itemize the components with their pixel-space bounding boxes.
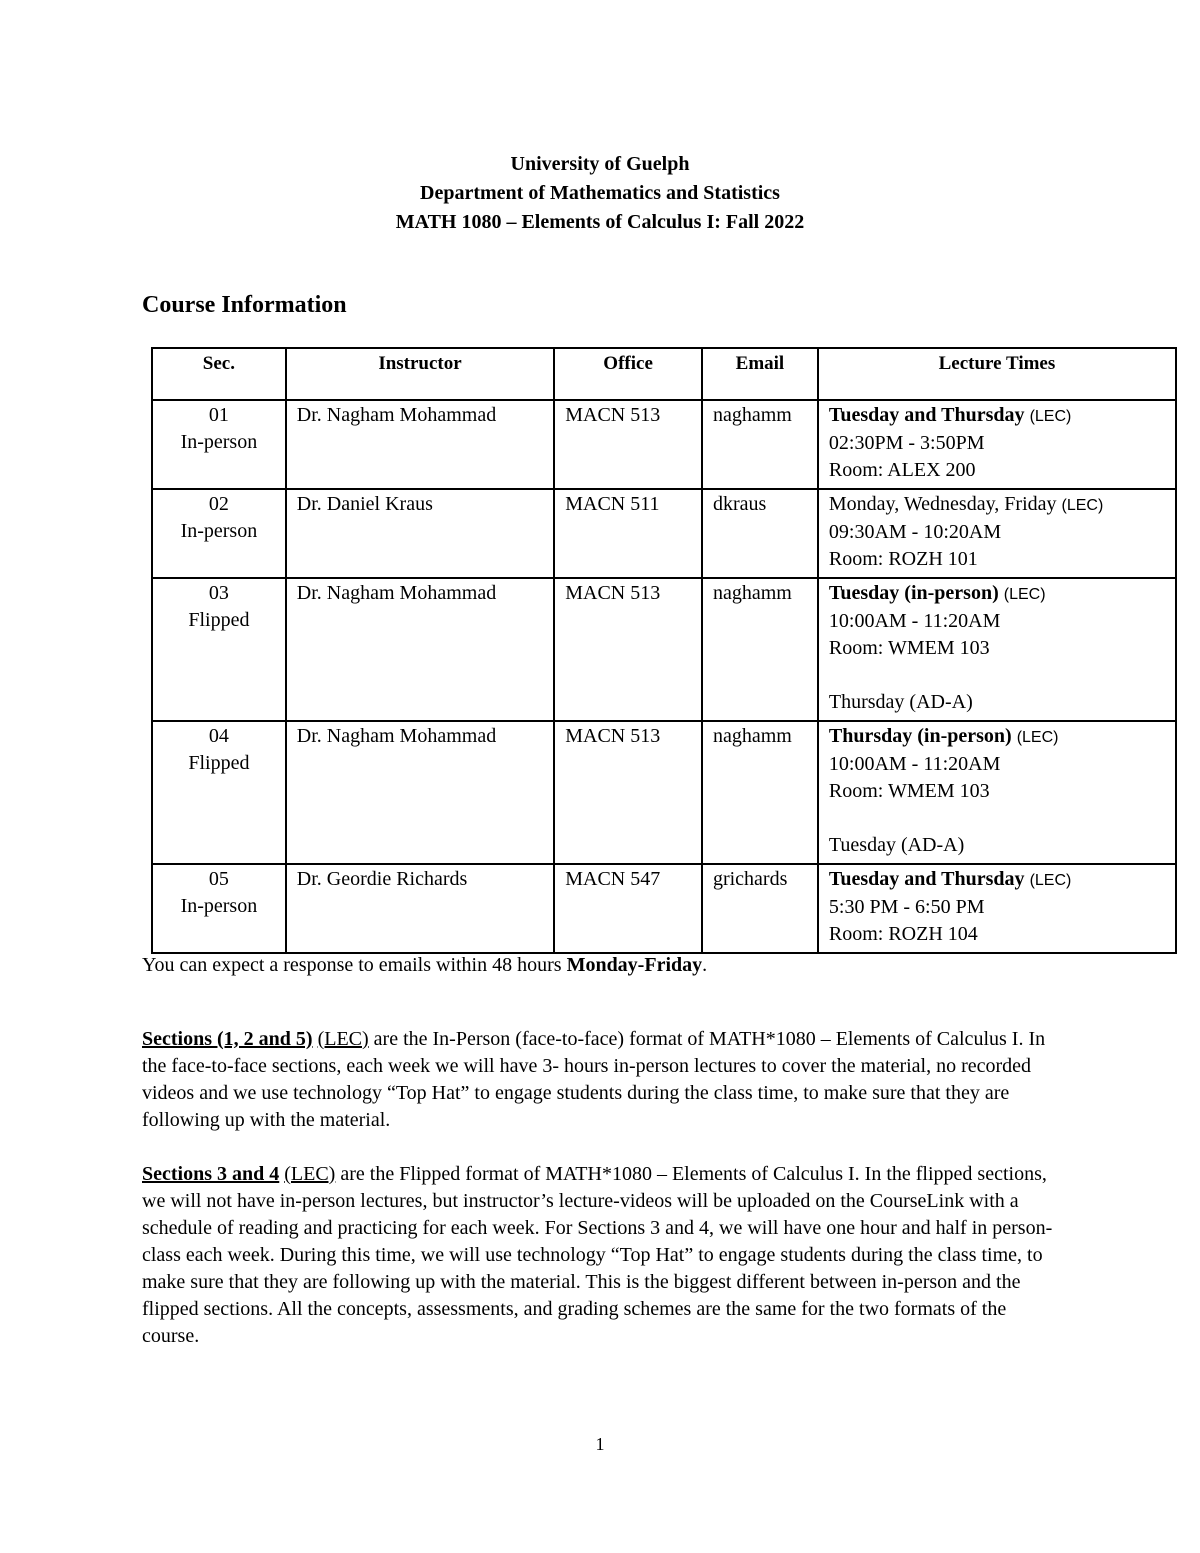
paragraph-lec: (LEC) [317, 1028, 369, 1050]
email-cell: grichards [702, 864, 818, 953]
blank-line [829, 662, 1165, 689]
sec-cell [152, 578, 286, 721]
table-row [152, 578, 1176, 721]
lecture-room: Room: ROZH 101 [828, 548, 978, 570]
lecture-day: Monday, Wednesday, Friday [828, 493, 1057, 515]
course-info-table [151, 347, 1177, 954]
lecture-day: Tuesday and Thursday [828, 404, 1025, 426]
lecture-time: 02:30PM - 3:50PM [828, 432, 985, 454]
instructor-cell: Dr. Daniel Kraus [286, 489, 554, 578]
paragraph-label: Sections (1, 2 and 5) [142, 1028, 313, 1050]
email-response-note [142, 952, 1062, 979]
section-title: Course Information [142, 292, 347, 318]
sec-number: 01 [208, 404, 229, 426]
blank-line [829, 805, 1165, 832]
flipped-paragraph [142, 1161, 1062, 1350]
lecture-room: Room: ALEX 200 [828, 459, 976, 481]
header-office: Office [554, 348, 702, 400]
sec-cell [152, 864, 286, 953]
lecture-extra: Tuesday (AD-A) [828, 834, 965, 856]
paragraph-lec: (LEC) [284, 1163, 336, 1185]
office-cell: MACN 513 [554, 578, 702, 721]
sec-format: In-person [180, 520, 258, 542]
header-lecture-times: Lecture Times [818, 348, 1176, 400]
office-cell: MACN 511 [554, 489, 702, 578]
lecture-room: Room: WMEM 103 [828, 780, 990, 802]
email-cell: naghamm [702, 400, 818, 489]
office-cell: MACN 513 [554, 721, 702, 864]
instructor-cell: Dr. Nagham Mohammad [286, 578, 554, 721]
table-row [152, 489, 1176, 578]
lecture-day: Tuesday (in-person) [828, 582, 999, 604]
lec-tag: (LEC) [1029, 408, 1072, 425]
lec-tag: (LEC) [1003, 586, 1046, 603]
sec-cell [152, 400, 286, 489]
office-cell: MACN 547 [554, 864, 702, 953]
lecture-room: Room: WMEM 103 [828, 637, 990, 659]
sec-cell [152, 489, 286, 578]
email-note-end: . [702, 954, 708, 976]
email-cell: dkraus [702, 489, 818, 578]
lecture-day: Thursday (in-person) [828, 725, 1012, 747]
university-name: University of Guelph [510, 153, 690, 175]
table-row [152, 400, 1176, 489]
lecture-time: 10:00AM - 11:20AM [828, 753, 1001, 775]
lec-tag: (LEC) [1016, 729, 1059, 746]
sec-number: 04 [208, 725, 229, 747]
document-header [0, 150, 1200, 237]
header-email: Email [702, 348, 818, 400]
sec-format: Flipped [188, 609, 250, 631]
header-instructor: Instructor [286, 348, 554, 400]
lecture-room: Room: ROZH 104 [828, 923, 978, 945]
sec-number: 02 [208, 493, 229, 515]
lecture-times-cell [818, 721, 1176, 864]
lecture-times-cell [818, 578, 1176, 721]
lecture-extra: Thursday (AD-A) [828, 691, 973, 713]
sec-format: In-person [180, 431, 258, 453]
lec-tag: (LEC) [1061, 497, 1104, 514]
sec-number: 03 [208, 582, 229, 604]
sec-number: 05 [208, 868, 229, 890]
instructor-cell: Dr. Geordie Richards [286, 864, 554, 953]
department-name: Department of Mathematics and Statistics [420, 182, 780, 204]
lecture-time: 5:30 PM - 6:50 PM [828, 896, 985, 918]
lecture-times-cell [818, 864, 1176, 953]
lecture-times-cell [818, 400, 1176, 489]
email-cell: naghamm [702, 721, 818, 864]
instructor-cell: Dr. Nagham Mohammad [286, 400, 554, 489]
office-cell: MACN 513 [554, 400, 702, 489]
email-note-text: You can expect a response to emails within 48 hours [142, 954, 567, 976]
course-title: MATH 1080 – Elements of Calculus I: Fall 2022 [395, 211, 805, 233]
email-cell: naghamm [702, 578, 818, 721]
in-person-paragraph [142, 1026, 1062, 1134]
paragraph-text: are the In-Person (face-to-face) format of MATH*1080 – Elements of Calculus I. In the face-to-face sections, each week we will have 3- hours in-person lectures to cover the material, no recorded videos and we use technology “Top Hat” to engage students during the class time, to make sure that they are following up with the material. [142, 1028, 1046, 1131]
paragraph-text: are the Flipped format of MATH*1080 – Elements of Calculus I. In the flipped sections, we will not have in-person lectures, but instructor’s lecture-videos will be uploaded on the CourseLink with a schedule of reading and practicing for each week. For Sections 3 and 4, we will have one hour and half in person-class each week. During this time, we will use technology “Top Hat” to engage students during the class time, to make sure that they are following up with the material. This is the biggest different between in-person and the flipped sections. All the concepts, assessments, and grading schemes are the same for the two formats of the course. [142, 1163, 1053, 1347]
header-sec: Sec. [152, 348, 286, 400]
sec-cell [152, 721, 286, 864]
lecture-time: 09:30AM - 10:20AM [828, 521, 1002, 543]
page-number: 1 [595, 1434, 605, 1454]
email-note-days: Monday-Friday [566, 954, 703, 976]
paragraph-label: Sections 3 and 4 [142, 1163, 280, 1185]
instructor-cell: Dr. Nagham Mohammad [286, 721, 554, 864]
sec-format: Flipped [188, 752, 250, 774]
lecture-time: 10:00AM - 11:20AM [828, 610, 1001, 632]
sec-format: In-person [180, 895, 258, 917]
lecture-times-cell [818, 489, 1176, 578]
table-row [152, 721, 1176, 864]
table-header-row [152, 348, 1176, 400]
lec-tag: (LEC) [1029, 872, 1072, 889]
lecture-day: Tuesday and Thursday [828, 868, 1025, 890]
table-row [152, 864, 1176, 953]
